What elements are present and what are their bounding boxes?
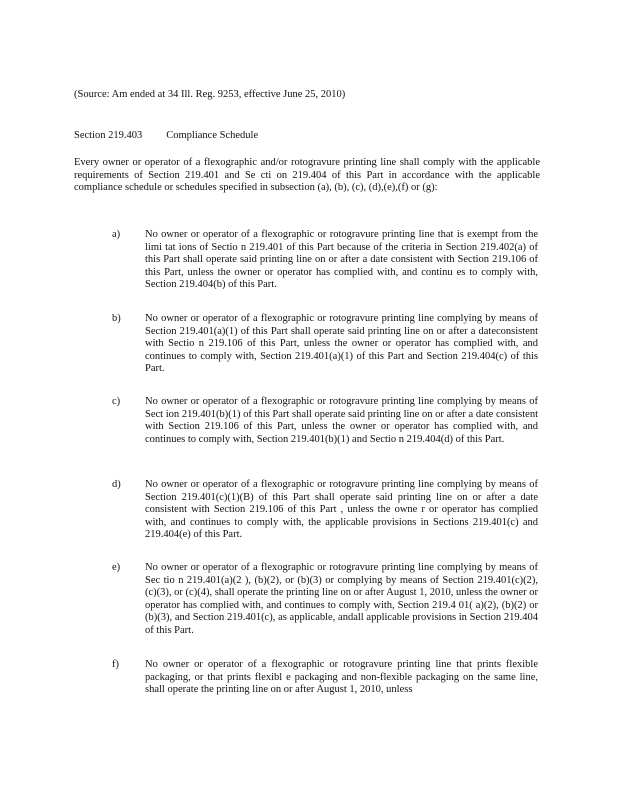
subsection-label: d) <box>112 479 121 490</box>
section-title: Compliance Schedule <box>166 130 259 141</box>
subsection-label: a) <box>112 229 121 240</box>
subsection-label: c) <box>112 396 121 407</box>
subsection-text: No owner or operator of a flexographic or rotogravure printing line that is exempt from the limi tat ions of Sectio n 219.401 of this Part because of the criteria in Section 219.402(a) of this Part shall operate said printing line on or after a date consistent with Section 219.106 of this Part, unless the owner or operator has complied with, and continu es to comply with, Section 219.404(b) of this Part. <box>145 229 538 291</box>
source-note: (Source: Am ended at 34 Ill. Reg. 9253, effective June 25, 2010) <box>74 89 346 100</box>
subsection-text: No owner or operator of a flexographic or rotogravure printing line that prints flexible packaging, or that prints flexibl e packaging and non-flexible packaging on the same line, shall operate the printing line on or after August 1, 2010, unless <box>145 659 538 696</box>
subsection-text: No owner or operator of a flexographic or rotogravure printing line complying by means of Sec tio n 219.401(a)(2 ), (b)(2), or (b)(3) or complying by means of Section 219.401(c)(2), (c)(3), or (c)(4), shall operate the printing line on or after August 1, 2010, unless the owner or operator has complied with, and continues to comply with, Section 219.4 01( a)(2), (b)(2) or (b)(3), and Section 219.401(c), as applicable, andall applicable provisions in Section 219.404 of this Part. <box>145 562 538 636</box>
subsection-label: f) <box>112 659 119 670</box>
subsection-text: No owner or operator of a flexographic or rotogravure printing line complying by means of Section 219.401(c)(1)(B) of this Part shall operate said printing line on or after a date consistent with Section 219.106 of this Part , unless the owne r or operator has complied with, and continues to comply with, the applicable provisions in Sections 219.401(c) and 219.404(e) of this Part. <box>145 479 538 541</box>
section-number: Section 219.403 <box>74 130 143 141</box>
subsection-text: No owner or operator of a flexographic or rotogravure printing line complying by means of Sect ion 219.401(b)(1) of this Part shall operate said printing line on or after a date consistent with Section 219.106 of this Part, unless the owner or operator has complied with, and continues to comply with, Section 219.401(b)(1) and Sectio n 219.404(d) of this Part. <box>145 396 538 445</box>
subsection-label: e) <box>112 562 121 573</box>
subsection-label: b) <box>112 313 121 324</box>
intro-paragraph: Every owner or operator of a flexographic and/or rotogravure printing line shall comply with the applicable requirements of Section 219.401 and Se cti on 219.404 of this Part in accordance with the applicable compliance schedule or schedules specified in subsection (a), (b), (c), (d),(e),(f) or (g): <box>74 157 540 194</box>
subsection-text: No owner or operator of a flexographic or rotogravure printing line complying by means of Section 219.401(a)(1) of this Part shall operate said printing line on or after a dateconsistent with Sectio n 219.106 of this Part, unless the owner or operator has complied with, and continues to comply with, Section 219.401(a)(1) of this Part and Section 219.404(c) of this Part. <box>145 313 538 375</box>
section-heading <box>74 129 258 142</box>
